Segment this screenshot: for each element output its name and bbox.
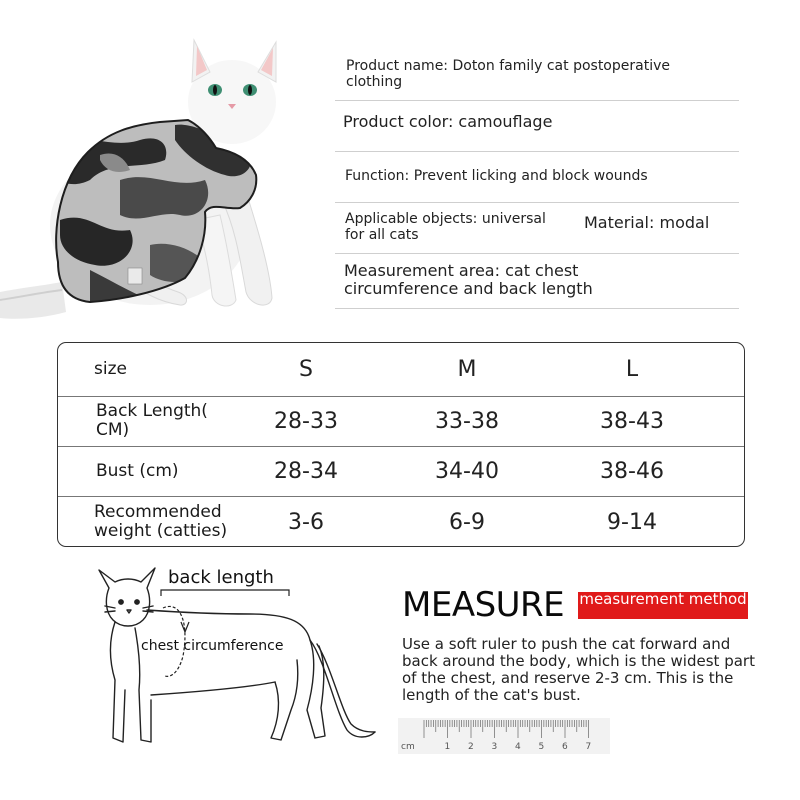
- ruler-number: 1: [444, 742, 451, 752]
- table-header-row: [58, 343, 744, 397]
- back-length-label: back length: [168, 567, 274, 588]
- cat-measurement-diagram: [85, 560, 385, 760]
- ruler-number: 7: [585, 742, 592, 752]
- material-text: Material: modal: [584, 213, 710, 232]
- row-label: Back Length( CM): [96, 401, 208, 440]
- ruler-icon: [398, 718, 610, 754]
- ruler-number: 5: [538, 742, 545, 752]
- table-cell: 34-40: [435, 458, 499, 484]
- table-cell: 6-9: [449, 509, 485, 535]
- divider: [335, 151, 739, 152]
- cat-product-photo: [0, 30, 330, 325]
- product-color-text: Product color: camouflage: [343, 112, 553, 131]
- ruler-number: 4: [515, 742, 521, 752]
- table-cell: 38-46: [600, 458, 664, 484]
- table-cell: 9-14: [607, 509, 657, 535]
- applicable-objects-text: Applicable objects: universal for all cats: [345, 211, 546, 243]
- divider: [335, 202, 739, 203]
- product-function-text: Function: Prevent licking and block wounds: [345, 168, 648, 184]
- table-row: [58, 446, 744, 497]
- table-row: [58, 396, 744, 447]
- size-m-header: M: [457, 357, 477, 382]
- divider: [335, 253, 739, 254]
- chest-circumference-label: chest circumference: [141, 638, 284, 654]
- divider: [335, 308, 739, 309]
- ruler-number: 3: [491, 742, 498, 752]
- size-table: [57, 342, 745, 547]
- ruler-unit: cm: [401, 742, 415, 752]
- row-label: Bust (cm): [96, 460, 179, 481]
- table-cell: 33-38: [435, 408, 499, 434]
- table-cell: 3-6: [288, 509, 324, 535]
- measurement-method-badge: measurement method: [578, 592, 748, 619]
- measure-description: Use a soft ruler to push the cat forward and back around the body, which is the widest part of the chest, and reserve 2-3 cm. This is the length of the cat's bust.: [402, 635, 755, 704]
- measurement-area-text: Measurement area: cat chest circumference and back length: [344, 261, 593, 298]
- table-header-label: size: [94, 359, 127, 379]
- ruler-number: 2: [468, 742, 474, 752]
- measure-title: MEASURE: [402, 585, 565, 625]
- product-name-text: Product name: Doton family cat postoperative clothing: [346, 58, 670, 90]
- ruler-number: 6: [562, 742, 568, 752]
- table-cell: 28-33: [274, 408, 338, 434]
- size-s-header: S: [299, 357, 313, 382]
- row-label: Recommended weight (catties): [94, 502, 228, 541]
- table-cell: 38-43: [600, 408, 664, 434]
- table-cell: 28-34: [274, 458, 338, 484]
- size-l-header: L: [625, 357, 639, 382]
- table-row: [58, 496, 744, 547]
- divider: [335, 100, 739, 101]
